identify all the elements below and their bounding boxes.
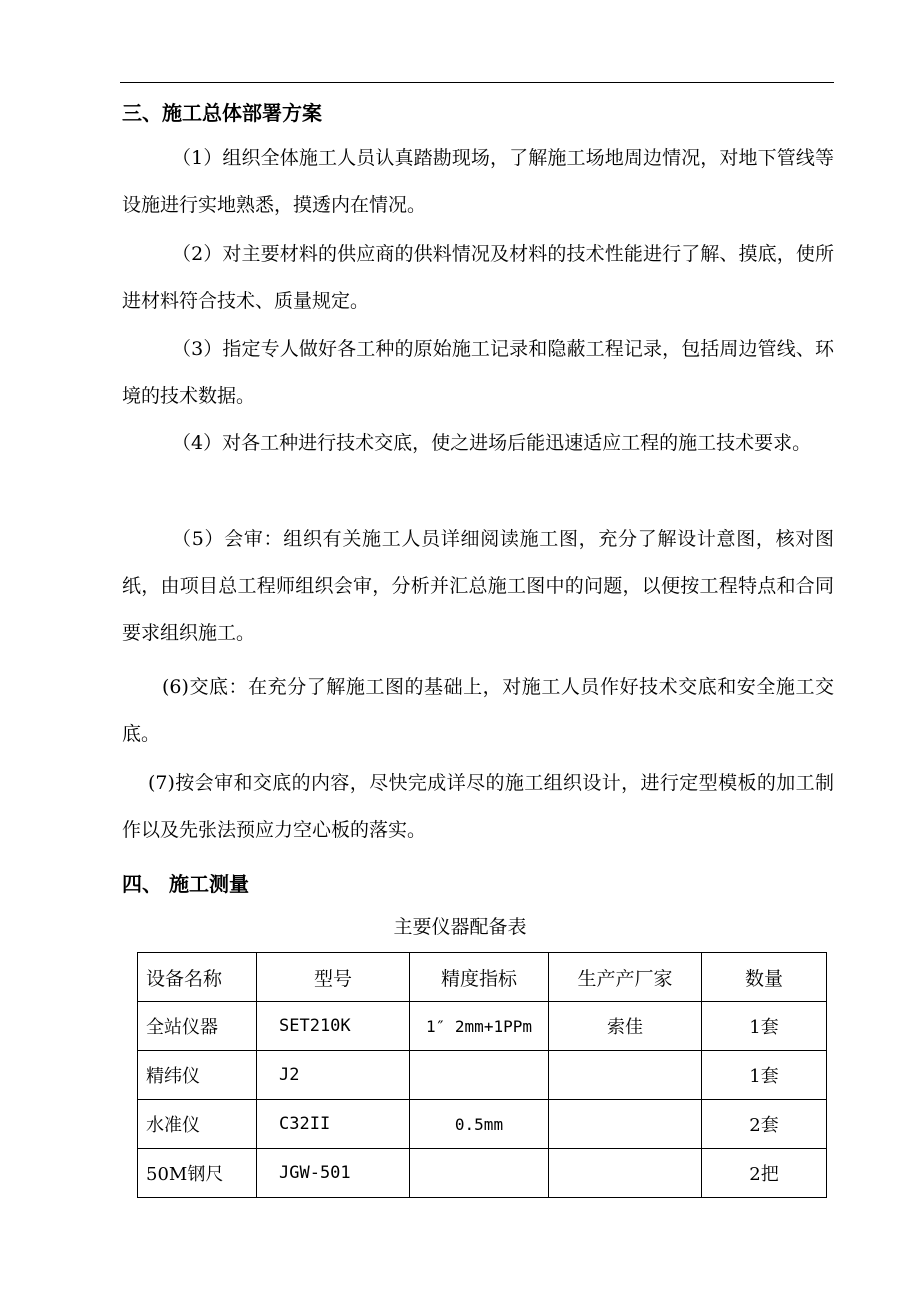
table-row	[138, 1100, 827, 1149]
cell-qty: 1套	[702, 1002, 827, 1051]
cell-precision	[410, 1051, 549, 1100]
section-4-heading: 四、 施工测量	[122, 872, 249, 896]
paragraph-3: （3）指定专人做好各工种的原始施工记录和隐蔽工程记录，包括周边管线、环境的技术数据。	[122, 338, 834, 407]
cell-qty: 2把	[702, 1149, 827, 1198]
paragraph-6: (6)交底：在充分了解施工图的基础上，对施工人员作好技术交底和安全施工交底。	[122, 676, 834, 745]
instrument-table	[137, 952, 827, 1198]
header-rule	[120, 82, 834, 83]
cell-precision	[410, 1149, 549, 1198]
paragraph-5: （5）会审：组织有关施工人员详细阅读施工图，充分了解设计意图，核对图纸，由项目总工程师组织会审，分析并汇总施工图中的问题，以便按工程特点和合同要求组织施工。	[122, 528, 834, 644]
table-row	[138, 1051, 827, 1100]
table-row	[138, 1149, 827, 1198]
cell-name: 精纬仪	[138, 1051, 257, 1100]
cell-qty: 2套	[702, 1100, 827, 1149]
paragraph-4: （4）对各工种进行技术交底，使之进场后能迅速适应工程的施工技术要求。	[172, 432, 812, 454]
header-cell: 生产产厂家	[549, 953, 702, 1002]
cell-maker	[549, 1051, 702, 1100]
cell-precision: 0.5mm	[410, 1100, 549, 1149]
table-caption: 主要仪器配备表	[393, 916, 527, 938]
cell-precision: 1″ 2mm+1PPm	[410, 1002, 549, 1051]
cell-maker	[549, 1100, 702, 1149]
cell-model: SET210K	[257, 1002, 410, 1051]
paragraph-1: （1）组织全体施工人员认真踏勘现场，了解施工场地周边情况，对地下管线等设施进行实地熟悉，摸透内在情况。	[122, 147, 834, 216]
cell-name: 水准仪	[138, 1100, 257, 1149]
header-cell: 数量	[702, 953, 827, 1002]
cell-name: 全站仪器	[138, 1002, 257, 1051]
cell-model: JGW-501	[257, 1149, 410, 1198]
cell-model: C32II	[257, 1100, 410, 1149]
cell-qty: 1套	[702, 1051, 827, 1100]
cell-maker	[549, 1149, 702, 1198]
cell-model: J2	[257, 1051, 410, 1100]
paragraph-7: (7)按会审和交底的内容，尽快完成详尽的施工组织设计，进行定型模板的加工制作以及先张法预应力空心板的落实。	[122, 772, 834, 841]
paragraph-2: （2）对主要材料的供应商的供料情况及材料的技术性能进行了解、摸底，使所进材料符合技术、质量规定。	[122, 243, 834, 312]
header-cell: 型号	[257, 953, 410, 1002]
header-cell: 设备名称	[138, 953, 257, 1002]
header-cell: 精度指标	[410, 953, 549, 1002]
cell-name: 50M钢尺	[138, 1149, 257, 1198]
table-row	[138, 1002, 827, 1051]
table-header-row	[138, 953, 827, 1002]
section-3-heading: 三、施工总体部署方案	[122, 101, 322, 125]
cell-maker: 索佳	[549, 1002, 702, 1051]
